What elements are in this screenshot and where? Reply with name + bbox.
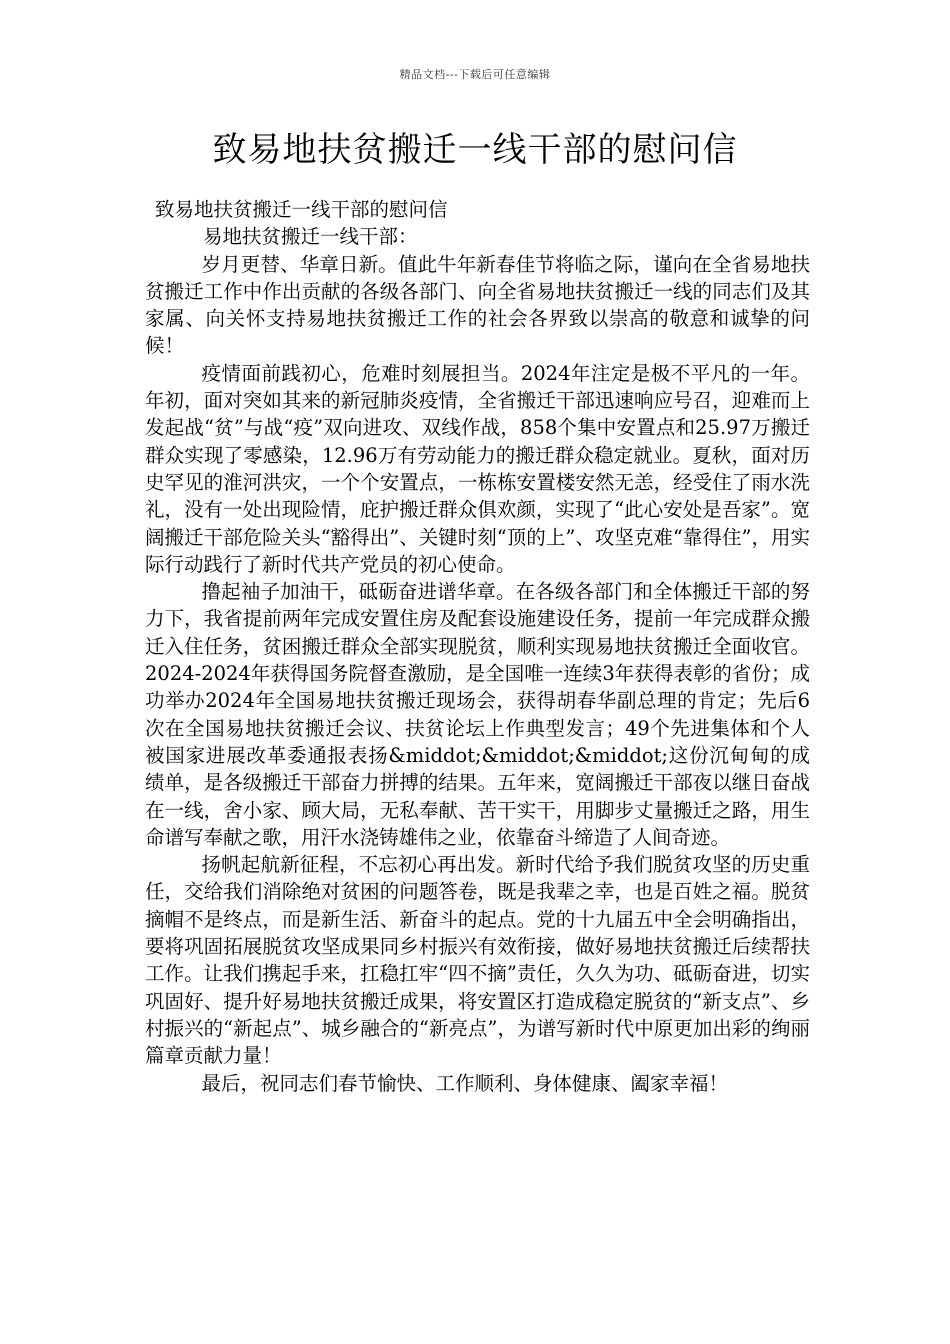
letter-subtitle: 致易地扶贫搬迁一线干部的慰问信 — [155, 198, 448, 221]
paragraph-closing-wishes: 最后，祝同志们春节愉快、工作顺利、身体健康、阖家幸福！ — [201, 1071, 729, 1095]
paragraph-epidemic: 疫情面前践初心，危难时刻展担当。2024年注定是极不平凡的一年。年初，面对突如其来的新冠肺炎疫情，全省搬迁干部迅速响应号召，迎难而上发起战“贫”与战“疫”双向进攻、双线作战，858个集中安置点和25.97万搬迁群众实现了零感染，12.96万有劳动能力的搬迁群众稳定就业。夏秋，面对历史罕见的淮河洪灾，一个个安置点，一栋栋安置楼安然无恙，经受住了雨水洗礼，没有一处出现险情，庇护搬迁群众俱欢颜，实现了“此心安处是吾家”。宽阔搬迁干部危险关头“豁得出”、关键时刻“顶的上”、攻坚克难“靠得住”，用实际行动践行了新时代共产党员的初心使命。 — [145, 361, 810, 576]
paragraph-new-journey: 扬帆起航新征程，不忘初心再出发。新时代给予我们脱贫攻坚的历史重任，交给我们消除绝对贫困的问题答卷，既是我辈之幸，也是百姓之福。脱贫摘帽不是终点，而是新生活、新奋斗的起点。党的十九届五中全会明确指出，要将巩固拓展脱贫攻坚成果同乡村振兴有效衔接，做好易地扶贫搬迁后续帮扶工作。让我们携起手来，扛稳扛牢“四不摘”责任，久久为功、砥砺奋进，切实巩固好、提升好易地扶贫搬迁成果，将安置区打造成稳定脱贫的“新支点”、乡村振兴的“新起点”、城乡融合的“新亮点”，为谱写新时代中原更加出彩的绚丽篇章贡献力量！ — [145, 853, 810, 1068]
document-title: 致易地扶贫搬迁一线干部的慰问信 — [212, 130, 738, 170]
document-header-note: 精品文档---下载后可任意编辑 — [399, 68, 551, 81]
paragraph-achievements: 撸起袖子加油干，砥砺奋进谱华章。在各级各部门和全体搬迁干部的努力下，我省提前两年完成安置住房及配套设施建设任务，提前一年完成群众搬迁入住任务，贫困搬迁群众全部实现脱贫，顺利实现易地扶贫搬迁全面收官。2024-2024年获得国务院督查激励，是全国唯一连续3年获得表彰的省份；成功举办2024年全国易地扶贫搬迁现场会，获得胡春华副总理的肯定；先后6次在全国易地扶贫搬迁会议、扶贫论坛上作典型发言；49个先进集体和个人被国家进展改革委通报表扬&middot;&middot;&middot;这份沉甸甸的成绩单，是各级搬迁干部奋力拼搏的结果。五年来，宽阔搬迁干部夜以继日奋战在一线，舍小家、顾大局，无私奉献、苦干实干，用脚步丈量搬迁之路，用生命谱写奉献之歌，用汗水浇铸雄伟之业，依靠奋斗缔造了人间奇迹。 — [145, 580, 810, 849]
paragraph-greeting: 岁月更替、华章日新。值此牛年新春佳节将临之际，谨向在全省易地扶贫搬迁工作中作出贡献的各级各部门、向全省易地扶贫搬迁一线的同志们及其家属、向关怀支持易地扶贫搬迁工作的社会各界致以崇高的敬意和诚挚的问候！ — [145, 252, 810, 358]
letter-salutation: 易地扶贫搬迁一线干部： — [203, 225, 418, 249]
letter-body — [145, 196, 810, 1097]
